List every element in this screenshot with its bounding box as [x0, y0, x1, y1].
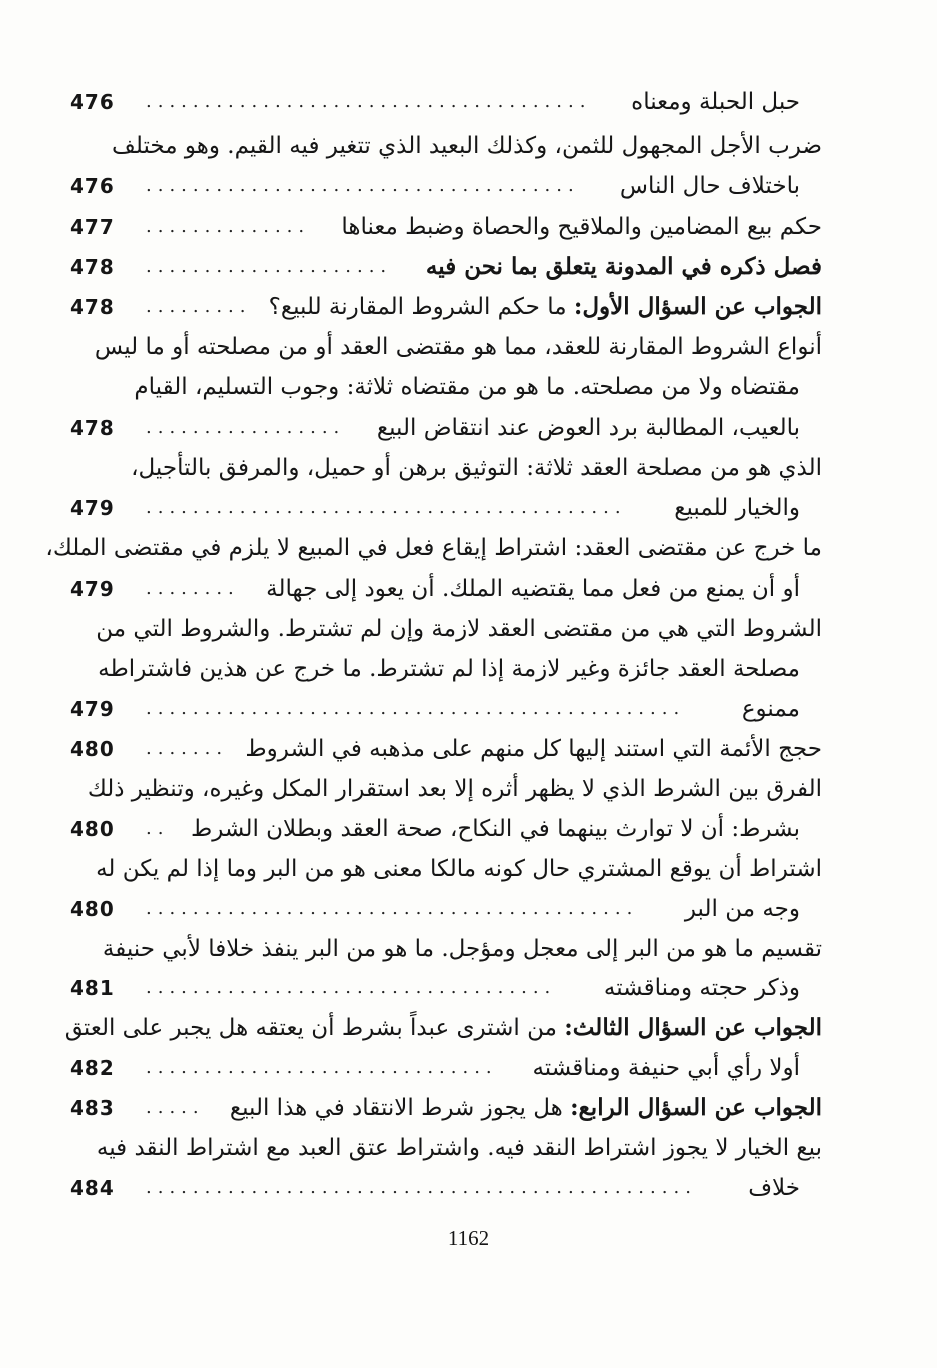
- toc-entry: [70, 809, 822, 849]
- dot-leader: .....................: [146, 256, 393, 277]
- entry-page-number: 478: [70, 416, 115, 440]
- toc-entry: [70, 1128, 822, 1168]
- entry-text: بيع الخيار لا يجوز اشتراط النقد فيه. واشتراط عتق العبد مع اشتراط النقد فيه: [96, 1135, 822, 1161]
- toc-entry: [70, 889, 822, 929]
- entry-text: خلاف: [748, 1175, 800, 1201]
- entry-page-number: 479: [70, 496, 115, 520]
- page-number: 1162: [447, 1226, 490, 1250]
- dot-leader: .........................................: [146, 497, 627, 518]
- entry-text: أو أن يمنع من فعل مما يقتضيه الملك. أن يعود إلى جهالة: [266, 576, 800, 602]
- answer-heading: الجواب عن السؤال الثالث:: [564, 1014, 822, 1041]
- entry-text: الذي هو من مصلحة العقد ثلاثة: التوثيق برهن أو حميل، والمرفق بالتأجيل،: [131, 455, 822, 481]
- entry-page-number: 482: [70, 1056, 115, 1080]
- toc-entry: [70, 1048, 822, 1088]
- entry-text: وجه من البر: [684, 896, 800, 922]
- toc-entry: [70, 968, 822, 1008]
- entry-text-group: [230, 1088, 822, 1128]
- entry-text: فصل ذكره في المدونة يتعلق بما نحن فيه: [425, 253, 822, 280]
- toc-entry: [70, 849, 822, 889]
- entry-text: حجج الأئمة التي استند إليها كل منهم على مذهبه في الشروط: [245, 736, 822, 762]
- toc-entry: [70, 367, 822, 407]
- dot-leader: ...............................................: [146, 1177, 697, 1198]
- dot-leader: .........: [146, 296, 252, 317]
- dot-leader: ..............................: [146, 1057, 498, 1078]
- entry-page-number: 479: [70, 697, 115, 721]
- entry-page-number: 478: [70, 295, 115, 319]
- toc-entry: [70, 1168, 822, 1208]
- entry-text: بالعيب، المطالبة برد العوض عند انتقاض البيع: [376, 415, 800, 441]
- entry-page-number: 484: [70, 1176, 115, 1200]
- toc-entry: [70, 287, 822, 327]
- dot-leader: .................: [146, 417, 346, 438]
- entry-text: أولا رأي أبي حنيفة ومناقشته: [532, 1055, 800, 1081]
- toc-entry: [70, 729, 822, 769]
- entry-text: ممنوع: [741, 696, 800, 722]
- toc-entry: [45, 528, 822, 568]
- dot-leader: ..............: [146, 216, 311, 237]
- dot-leader: ........: [146, 578, 240, 599]
- dot-leader: ..............................................: [146, 698, 686, 719]
- entry-text: وذكر حجته ومناقشته: [603, 975, 800, 1001]
- toc-entry: [70, 82, 822, 122]
- toc-entry: [70, 609, 822, 649]
- dot-leader: ......................................: [146, 91, 592, 112]
- answer-heading: الجواب عن السؤال الأول:: [573, 293, 822, 320]
- toc-entry: [70, 126, 822, 166]
- entry-text: هل يجوز شرط الانتقاد في هذا البيع: [229, 1095, 563, 1121]
- toc-entry: [70, 207, 822, 247]
- entry-text: ما خرج عن مقتضى العقد: اشتراط إيقاع فعل في المبيع لا يلزم في مقتضى الملك،: [45, 535, 822, 561]
- dot-leader: .....................................: [146, 175, 580, 196]
- entry-text: الشروط التي هي من مقتضى العقد لازمة وإن لم تشترط. والشروط التي من: [96, 616, 822, 642]
- entry-page-number: 481: [70, 976, 115, 1000]
- dot-leader: .......: [146, 738, 229, 759]
- entry-text: بشرط: أن لا توارث بينهما في النكاح، صحة العقد وبطلان الشرط: [190, 816, 800, 842]
- entry-page-number: 480: [70, 897, 115, 921]
- toc-entry: [70, 488, 822, 528]
- entry-page-number: 477: [70, 215, 115, 239]
- entry-text: حكم بيع المضامين والملاقيح والحصاة وضبط معناها: [341, 214, 822, 240]
- entry-text: ضرب الأجل المجهول للثمن، وكذلك البعيد الذي تتغير فيه القيم. وهو مختلف: [112, 133, 822, 159]
- dot-leader: .....: [146, 1097, 205, 1118]
- toc-entry: [70, 166, 822, 206]
- toc-entry: [70, 448, 822, 488]
- toc-entry: [70, 929, 822, 969]
- entry-text: الفرق بين الشرط الذي لا يظهر أثره إلا بعد استقرار المكل وغيره، وتنظير ذلك: [87, 776, 822, 802]
- entry-page-number: 483: [70, 1096, 115, 1120]
- entry-text: مصلحة العقد جائزة وغير لازمة إذا لم تشترط. ما خرج عن هذين فاشتراطه: [98, 656, 800, 682]
- entry-page-number: 478: [70, 255, 115, 279]
- entry-page-number: 479: [70, 577, 115, 601]
- toc-entry: [70, 327, 822, 367]
- toc-entry: [64, 1008, 822, 1048]
- answer-heading: الجواب عن السؤال الرابع:: [570, 1094, 822, 1121]
- toc-entry: [70, 247, 822, 287]
- dot-leader: ...................................: [146, 977, 557, 998]
- toc-entry: [70, 569, 822, 609]
- toc-entry: [70, 769, 822, 809]
- entry-text: أنواع الشروط المقارنة للعقد، مما هو مقتضى العقد أو من مصلحته أو ما ليس: [94, 334, 822, 360]
- entry-text: والخيار للمبيع: [674, 495, 800, 521]
- toc-entry: [70, 1088, 822, 1128]
- entry-text: تقسيم ما هو من البر إلى معجل ومؤجل. ما هو من البر ينفذ خلافا لأبي حنيفة: [102, 936, 822, 962]
- entry-page-number: 480: [70, 737, 115, 761]
- entry-text-group: [269, 287, 822, 327]
- entry-text: ما حكم الشروط المقارنة للبيع؟: [268, 294, 567, 320]
- entry-text: من اشترى عبداً بشرط أن يعتقه هل يجبر على العتق: [64, 1015, 557, 1041]
- entry-page-number: 480: [70, 817, 115, 841]
- dot-leader: ..: [146, 818, 170, 839]
- entry-text-group: [65, 1008, 822, 1048]
- toc-entry: [70, 649, 822, 689]
- entry-text: مقتضاه ولا من مصلحته. ما هو من مقتضاه ثلاثة: وجوب التسليم، القيام: [134, 374, 800, 400]
- entry-text: حبل الحبلة ومعناه: [631, 89, 800, 115]
- dot-leader: ..........................................: [146, 898, 639, 919]
- entry-text: اشتراط أن يوقع المشتري حال كونه مالكا معنى هو من البر وما إذا لم يكن له: [96, 856, 822, 882]
- entry-page-number: 476: [70, 90, 115, 114]
- toc-entry: [70, 689, 822, 729]
- entry-text: باختلاف حال الناس: [619, 173, 800, 199]
- entry-page-number: 476: [70, 174, 115, 198]
- toc-entry: [70, 408, 822, 448]
